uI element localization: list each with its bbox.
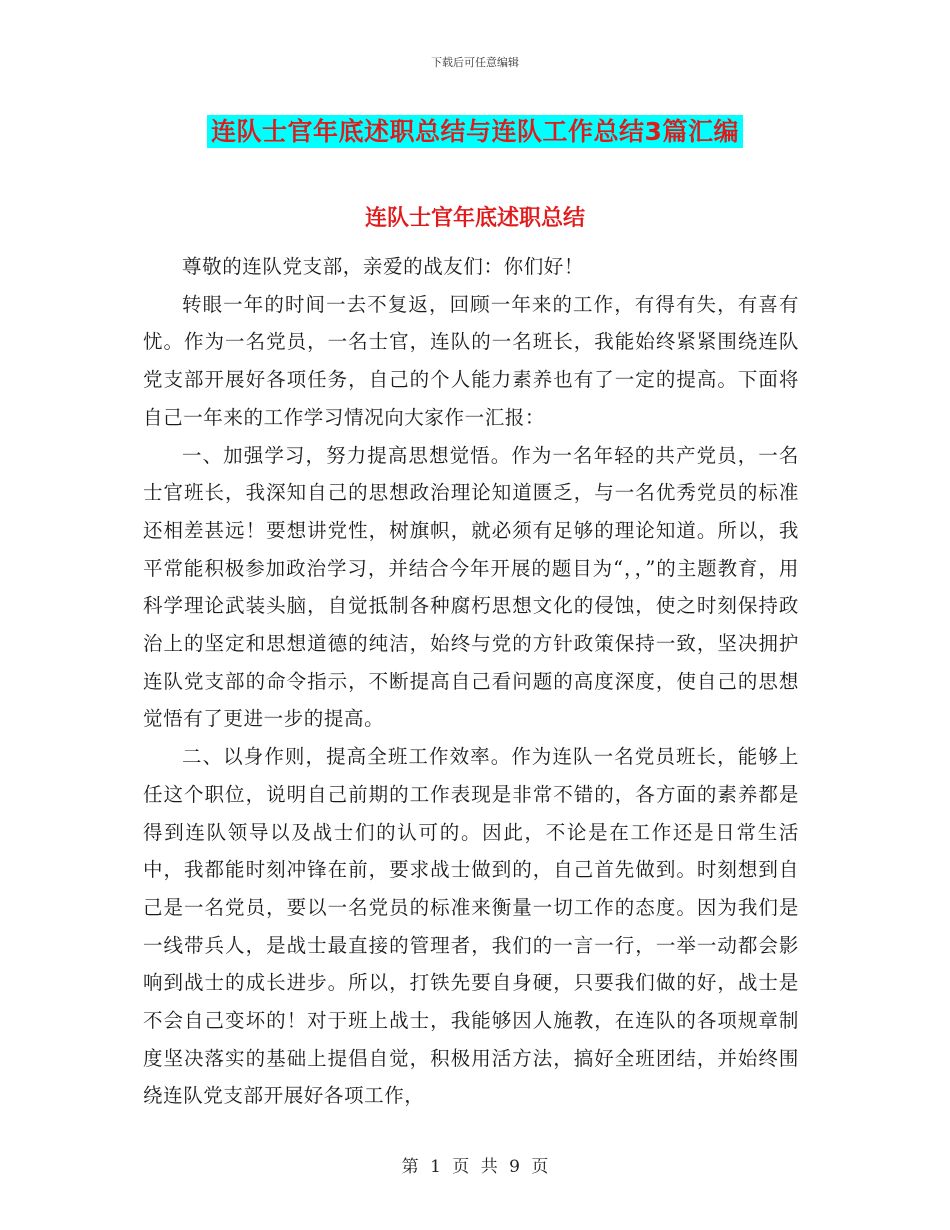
document-title xyxy=(0,112,950,148)
paragraph-greeting: 尊敬的连队党支部，亲爱的战友们：你们好！ xyxy=(182,255,585,278)
paragraph-intro: 转眼一年的时间一去不复返，回顾一年来的工作，有得有失，有喜有忧。作为一名党员，一名士官，连队的一名班长，我能始终紧紧围绕连队党支部开展好各项任务，自己的个人能力素养也有了一定的提高。下面将自己一年来的工作学习情况向大家作一汇报： xyxy=(143,292,799,429)
paragraph-study: 一、加强学习，努力提高思想觉悟。作为一名年轻的共产党员，一名士官班长，我深知自己的思想政治理论知道匮乏，与一名优秀党员的标准还相差甚远！要想讲党性，树旗帜，就必须有足够的理论知道。所以，我平常能积极参加政治学习，并结合今年开展的题目为“，，”的主题教育，用科学理论武装头脑，自觉抵制各种腐朽思想文化的侵蚀，使之时刻保持政治上的坚定和思想道德的纯洁，始终与党的方针政策保持一致，坚决拥护连队党支部的命令指示，不断提高自己看问题的高度深度，使自己的思想觉悟有了更进一步的提高。 xyxy=(143,443,799,731)
header-note: 下载后可任意编辑 xyxy=(431,56,519,69)
document-body xyxy=(143,248,799,1115)
page-number: 第 1 页 共 9 页 xyxy=(401,1157,549,1177)
paragraph-leadership: 二、以身作则，提高全班工作效率。作为连队一名党员班长，能够上任这个职位，说明自己前期的工作表现是非常不错的，各方面的素养都是得到连队领导以及战士们的认可的。因此，不论是在工作还是日常生活中，我都能时刻冲锋在前，要求战士做到的，自己首先做到。时刻想到自己是一名党员，要以一名党员的标准来衡量一切工作的态度。因为我们是一线带兵人，是战士最直接的管理者，我们的一言一行，一举一动都会影响到战士的成长进步。所以，打铁先要自身硬，只要我们做的好，战士是不会自己变坏的！对于班上战士，我能够因人施教，在连队的各项规章制度坚决落实的基础上提倡自觉，积极用活方法，搞好全班团结，并始终围绕连队党支部开展好各项工作， xyxy=(143,745,799,1108)
section-title: 连队士官年底述职总结 xyxy=(364,206,585,231)
document-title-text: 连队士官年底述职总结与连队工作总结3篇汇编 xyxy=(207,115,743,148)
